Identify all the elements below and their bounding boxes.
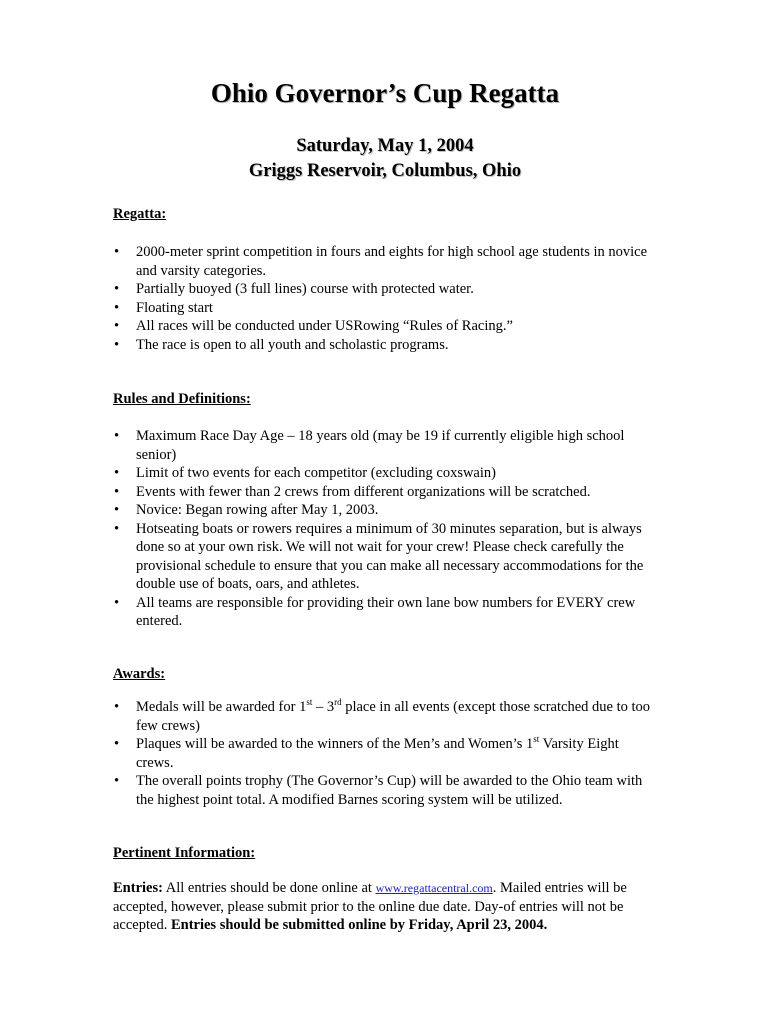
pertinent-heading: Pertinent Information: xyxy=(113,845,256,861)
ordinal-suffix: st xyxy=(533,734,540,744)
award-medals-text-a: Medals will be awarded for 1 xyxy=(136,699,307,715)
event-date: Saturday, May 1, 2004 xyxy=(296,136,474,156)
entries-text-b: . Mailed entries will be accepted, however, please submit prior to the online due date. Day-of entries will not be accepted. xyxy=(113,880,627,933)
award-medals-text-b: – 3 xyxy=(312,699,335,715)
awards-list xyxy=(113,698,658,809)
entries-paragraph xyxy=(113,879,658,935)
ordinal-suffix: rd xyxy=(334,697,342,707)
award-plaques-text-a: Plaques will be awarded to the winners of the Men’s and Women’s 1 xyxy=(136,736,534,752)
ordinal-suffix: st xyxy=(306,697,313,707)
page-title: Ohio Governor’s Cup Regatta xyxy=(210,78,560,108)
award-plaques-text-b: Varsity Eight crews. xyxy=(136,736,619,771)
list-item xyxy=(113,735,658,772)
entries-deadline: Entries should be submitted online by Friday, April 23, 2004. xyxy=(170,917,548,933)
award-medals-text-c: place in all events (except those scratched due to too few crews) xyxy=(136,699,651,734)
awards-heading: Awards: xyxy=(113,666,166,682)
list-item xyxy=(113,698,658,735)
entries-text-a: All entries should be done online at xyxy=(162,880,376,896)
list-item: • The overall points trophy (The Governor’s Cup) will be awarded to the Ohio team with the highest point total. A modified Barnes scoring system will be utilized. xyxy=(113,772,658,809)
list-item: • Floating start xyxy=(113,299,658,318)
regatta-list xyxy=(113,243,658,354)
regattacentral-link[interactable]: www.regattacentral.com xyxy=(375,881,493,895)
entries-label: Entries: xyxy=(113,880,163,896)
list-item: • Partially buoyed (3 full lines) course with protected water. xyxy=(113,280,658,299)
list-item: • Limit of two events for each competitor (excluding coxswain) xyxy=(113,464,658,483)
list-item: • The race is open to all youth and scholastic programs. xyxy=(113,336,658,355)
list-item: • All teams are responsible for providing their own lane bow numbers for EVERY crew entered. xyxy=(113,594,658,631)
event-location: Griggs Reservoir, Columbus, Ohio xyxy=(248,161,522,181)
list-item: • All races will be conducted under USRowing “Rules of Racing.” xyxy=(113,317,658,336)
list-item: • Events with fewer than 2 crews from different organizations will be scratched. xyxy=(113,483,658,502)
list-item: • Novice: Began rowing after May 1, 2003. xyxy=(113,501,658,520)
rules-heading: Rules and Definitions: xyxy=(113,391,251,407)
list-item: • Maximum Race Day Age – 18 years old (may be 19 if currently eligible high school senior) xyxy=(113,427,658,464)
list-item: • 2000-meter sprint competition in fours and eights for high school age students in novice and varsity categories. xyxy=(113,243,658,280)
regatta-heading: Regatta: xyxy=(113,206,167,222)
list-item: • Hotseating boats or rowers requires a minimum of 30 minutes separation, but is always done so at your own risk. We will not wait for your crew! Please check carefully the provisional schedule to ensure that you can make all necessary accommodations for the double use of boats, oars, and athletes. xyxy=(113,520,658,594)
rules-list xyxy=(113,427,658,631)
